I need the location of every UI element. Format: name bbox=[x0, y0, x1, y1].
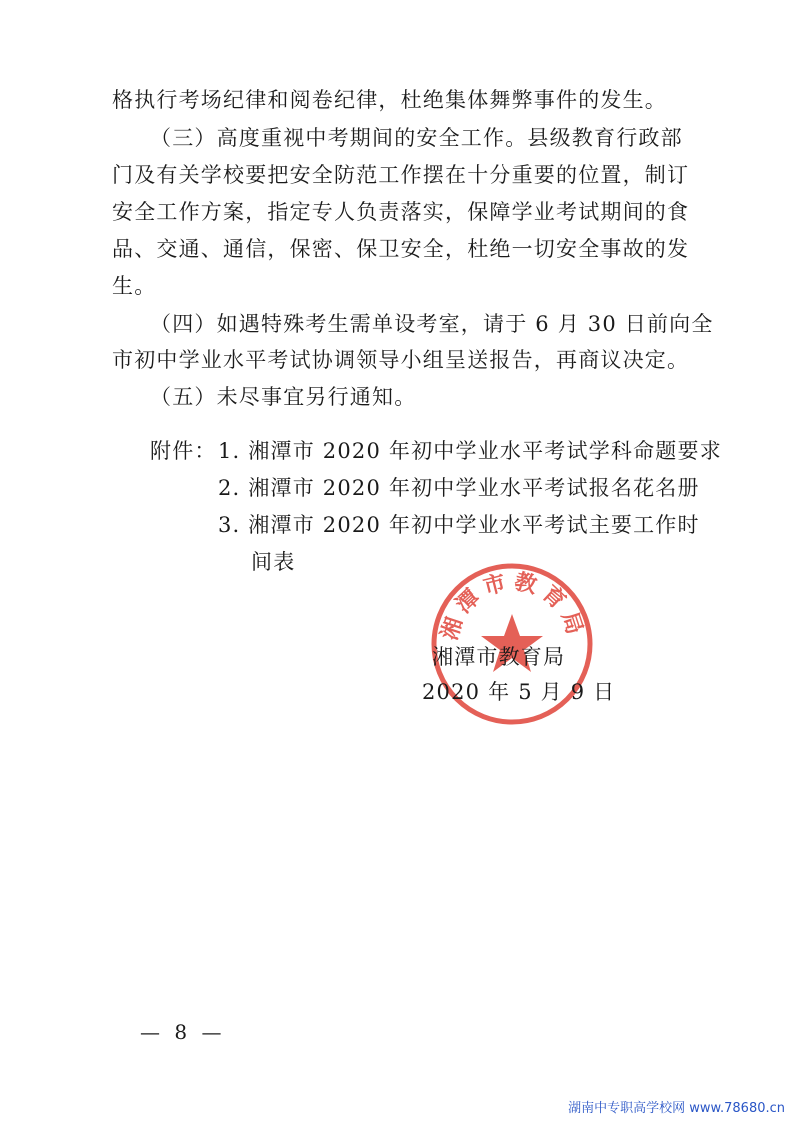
attachment-item-2: 2. 湘潭市 2020 年初中学业水平考试报名花名册 bbox=[218, 476, 700, 500]
body-line-7: （四）如遇特殊考生需单设考室，请于 6 月 30 日前向全 bbox=[150, 312, 714, 336]
page-number: — 8 — bbox=[140, 1020, 226, 1044]
site-watermark: 湖南中专职高学校网 www.78680.cn bbox=[568, 1101, 785, 1116]
body-line-8: 市初中学业水平考试协调领导小组呈送报告，再商议决定。 bbox=[112, 348, 690, 372]
signature-organization: 湘潭市教育局 bbox=[432, 645, 566, 669]
body-line-5: 品、交通、通信，保密、保卫安全，杜绝一切安全事故的发 bbox=[112, 237, 690, 261]
body-line-6: 生。 bbox=[112, 274, 157, 298]
attachment-item-1: 1. 湘潭市 2020 年初中学业水平考试学科命题要求 bbox=[218, 439, 722, 463]
body-line-4: 安全工作方案，指定专人负责落实，保障学业考试期间的食 bbox=[112, 200, 690, 224]
seal-text: 湘潭市教育局 bbox=[436, 568, 590, 644]
body-line-9: （五）未尽事宜另行通知。 bbox=[150, 385, 417, 409]
body-line-1: 格执行考场纪律和阅卷纪律，杜绝集体舞弊事件的发生。 bbox=[112, 88, 667, 112]
body-line-3: 门及有关学校要把安全防范工作摆在十分重要的位置，制订 bbox=[112, 163, 690, 187]
attachment-item-3-continuation: 间表 bbox=[251, 550, 296, 574]
body-line-2: （三）高度重视中考期间的安全工作。县级教育行政部 bbox=[150, 126, 683, 150]
attachment-item-3: 3. 湘潭市 2020 年初中学业水平考试主要工作时 bbox=[218, 513, 700, 537]
signature-date: 2020 年 5 月 9 日 bbox=[422, 680, 616, 704]
attachment-label: 附件： bbox=[150, 439, 217, 463]
